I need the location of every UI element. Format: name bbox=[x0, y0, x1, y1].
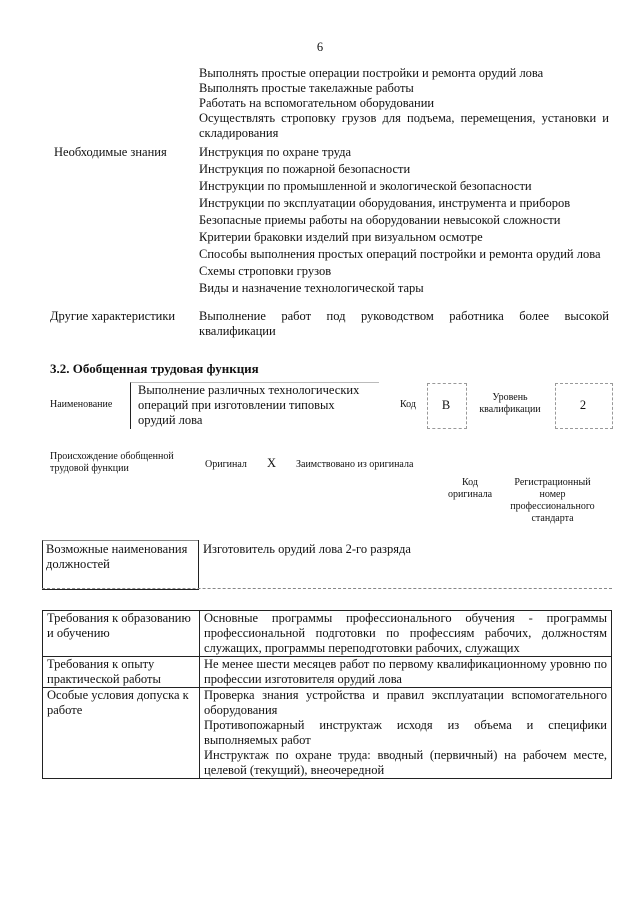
reg-number-label: Регистрационный номер профессионального стандарта bbox=[510, 477, 595, 524]
knowledge-item: Виды и назначение технологической тары bbox=[199, 281, 424, 295]
req-label: Требования к образованию и обучению bbox=[43, 611, 200, 657]
req-value-item: Инструктаж по охране труда: вводный (первичный) на рабочем месте, целевой (текущий), внеочередной bbox=[204, 748, 607, 777]
knowledge-item: Инструкции по промышленной и экологической безопасности bbox=[199, 179, 532, 193]
req-label: Требования к опыту практической работы bbox=[43, 657, 200, 688]
positions-divider bbox=[198, 540, 199, 588]
code-label: Код bbox=[400, 399, 416, 410]
skill-item: Осуществлять строповку грузов для подъема, перемещения, установки и складирования bbox=[199, 111, 609, 140]
knowledge-item: Безопасные приемы работы на оборудовании невысокой сложности bbox=[199, 213, 561, 227]
positions-value: Изготовитель орудий лова 2-го разряда bbox=[203, 542, 411, 556]
knowledge-item: Инструкции по эксплуатации оборудования, инструмента и приборов bbox=[199, 196, 571, 210]
knowledge-item: Критерии браковки изделий при визуальном осмотре bbox=[199, 230, 483, 244]
page-number: 6 bbox=[316, 40, 324, 54]
level-label: Уровень квалификации bbox=[479, 392, 541, 415]
requirements-table bbox=[42, 610, 612, 779]
original-mark: X bbox=[267, 456, 277, 470]
knowledge-item: Схемы строповки грузов bbox=[199, 264, 332, 278]
req-value bbox=[200, 688, 612, 779]
original-label: Оригинал bbox=[205, 459, 247, 470]
orig-code-label: Код оригинала bbox=[447, 477, 493, 500]
other-text: Выполнение работ под руководством работника более высокой квалификации bbox=[199, 309, 609, 338]
level-value: 2 bbox=[579, 398, 587, 412]
req-value: Не менее шести месяцев работ по первому квалификационному уровню по профессии изготовителя орудий лова bbox=[200, 657, 612, 688]
skill-item: Работать на вспомогательном оборудовании bbox=[199, 96, 435, 110]
table-row bbox=[43, 688, 612, 779]
skill-item: Выполнять простые операции постройки и ремонта орудий лова bbox=[199, 66, 544, 80]
origin-label: Происхождение обобщенной трудовой функции bbox=[50, 451, 174, 474]
skills-list bbox=[199, 66, 609, 141]
knowledge-item: Способы выполнения простых операций постройки и ремонта орудий лова bbox=[199, 247, 601, 261]
name-value: Выполнение различных технологических операций при изготовлении типовых орудий лова bbox=[138, 383, 360, 427]
table-row bbox=[43, 657, 612, 688]
other-label: Другие характеристики bbox=[50, 309, 176, 323]
borrowed-label: Заимствовано из оригинала bbox=[296, 459, 414, 470]
name-label: Наименование bbox=[50, 399, 113, 410]
knowledge-item: Инструкция по охране труда bbox=[199, 145, 352, 159]
section-title: 3.2. Обобщенная трудовая функция bbox=[50, 361, 259, 376]
req-value-item: Проверка знания устройства и правил эксплуатации вспомогательного оборудования bbox=[204, 688, 607, 717]
code-value: В bbox=[441, 398, 451, 412]
positions-label: Возможные наименования должностей bbox=[46, 542, 188, 571]
knowledge-list bbox=[199, 145, 609, 296]
skill-item: Выполнять простые такелажные работы bbox=[199, 81, 414, 95]
positions-bottom-line bbox=[42, 588, 612, 589]
knowledge-label: Необходимые знания bbox=[54, 145, 167, 159]
req-value-item: Противопожарный инструктаж исходя из объема и специфики выполняемых работ bbox=[204, 718, 607, 747]
req-label: Особые условия допуска к работе bbox=[43, 688, 200, 779]
table-row bbox=[43, 611, 612, 657]
knowledge-item: Инструкция по пожарной безопасности bbox=[199, 162, 411, 176]
req-value: Основные программы профессионального обучения - программы профессиональной подготовки по профессиям рабочих, должностям служащих, программы переподготовки рабочих, служащих bbox=[200, 611, 612, 657]
